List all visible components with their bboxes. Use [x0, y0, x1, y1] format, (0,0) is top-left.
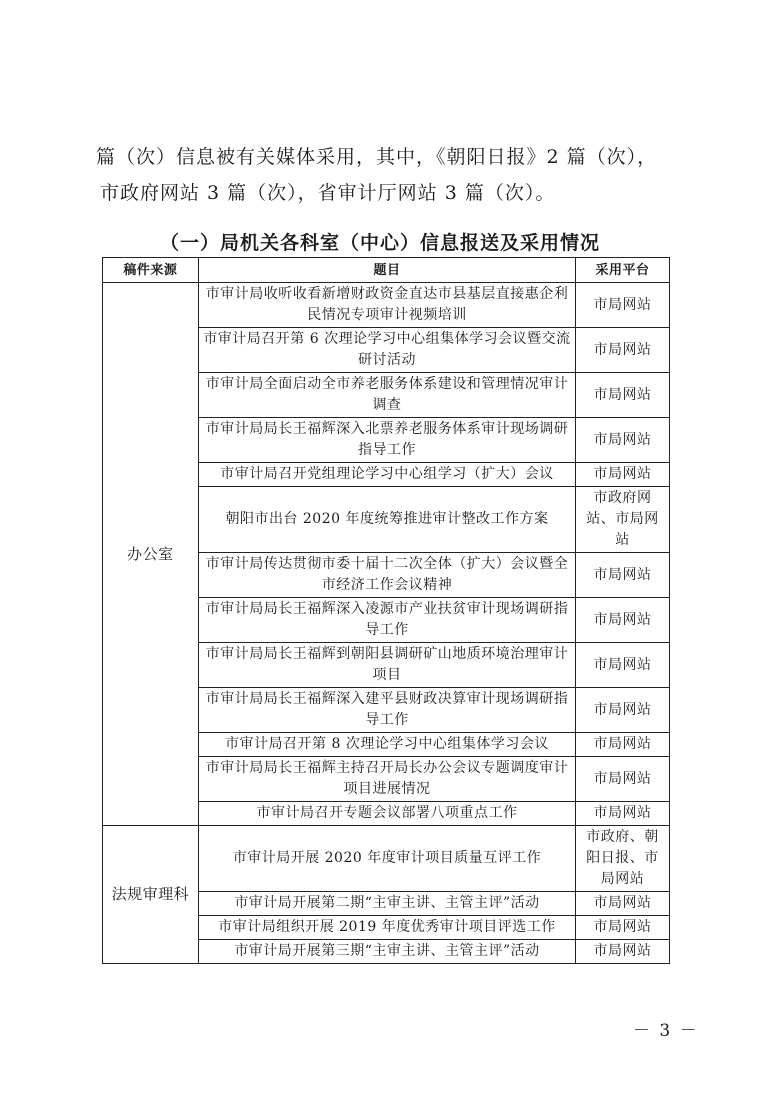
title-cell: 市审计局开展 2020 年度审计项目质量互评工作 — [198, 826, 575, 892]
paragraph-line-1: 篇（次）信息被有关媒体采用，其中，《朝阳日报》2 篇（次）， — [96, 146, 658, 168]
title-cell: 市审计局召开党组理论学习中心组学习（扩大）会议 — [198, 463, 575, 487]
title-cell: 市审计局开展第三期“主审主讲、主管主评”活动 — [198, 940, 575, 964]
title-cell: 市审计局开展第二期“主审主讲、主管主评”活动 — [198, 892, 575, 916]
page-number: － 3 － — [633, 1021, 699, 1041]
platform-cell: 市局网站 — [576, 418, 670, 463]
title-cell: 市审计局全面启动全市养老服务体系建设和管理情况审计调查 — [198, 373, 575, 418]
title-cell: 市审计局召开第 6 次理论学习中心组集体学习会议暨交流研讨活动 — [198, 328, 575, 373]
platform-cell: 市政府、朝阳日报、市局网站 — [576, 826, 670, 892]
title-cell: 朝阳市出台 2020 年度统筹推进审计整改工作方案 — [198, 487, 575, 553]
title-cell: 市审计局局长王福辉主持召开局长办公会议专题调度审计项目进展情况 — [198, 757, 575, 802]
info-table — [102, 257, 670, 964]
platform-cell: 市局网站 — [576, 373, 670, 418]
table-row — [103, 283, 670, 328]
platform-cell: 市局网站 — [576, 892, 670, 916]
title-cell: 市审计局组织开展 2019 年度优秀审计项目评选工作 — [198, 916, 575, 940]
header-title: 题目 — [198, 258, 575, 283]
title-cell: 市审计局局长王福辉深入北票养老服务体系审计现场调研指导工作 — [198, 418, 575, 463]
title-cell: 市审计局局长王福辉到朝阳县调研矿山地质环境治理审计项目 — [198, 643, 575, 688]
platform-cell: 市局网站 — [576, 733, 670, 757]
platform-cell: 市局网站 — [576, 916, 670, 940]
title-cell: 市审计局局长王福辉深入建平县财政决算审计现场调研指导工作 — [198, 688, 575, 733]
platform-cell: 市局网站 — [576, 553, 670, 598]
platform-cell: 市局网站 — [576, 463, 670, 487]
platform-cell: 市局网站 — [576, 283, 670, 328]
title-cell: 市审计局传达贯彻市委十届十二次全体（扩大）会议暨全市经济工作会议精神 — [198, 553, 575, 598]
platform-cell: 市局网站 — [576, 643, 670, 688]
title-cell: 市审计局召开第 8 次理论学习中心组集体学习会议 — [198, 733, 575, 757]
title-cell: 市审计局局长王福辉深入凌源市产业扶贫审计现场调研指导工作 — [198, 598, 575, 643]
source-cell-office: 办公室 — [103, 283, 199, 826]
platform-cell: 市政府网站、市局网站 — [576, 487, 670, 553]
title-cell: 市审计局召开专题会议部署八项重点工作 — [198, 802, 575, 826]
platform-cell: 市局网站 — [576, 688, 670, 733]
table-header-row — [103, 258, 670, 283]
platform-cell: 市局网站 — [576, 802, 670, 826]
platform-cell: 市局网站 — [576, 598, 670, 643]
header-platform: 采用平台 — [576, 258, 670, 283]
table-row — [103, 826, 670, 892]
platform-cell: 市局网站 — [576, 328, 670, 373]
platform-cell: 市局网站 — [576, 940, 670, 964]
platform-cell: 市局网站 — [576, 757, 670, 802]
source-cell-legal-review: 法规审理科 — [103, 826, 199, 964]
title-cell: 市审计局收听收看新增财政资金直达市县基层直接惠企利民情况专项审计视频培训 — [198, 283, 575, 328]
section-heading: （一）局机关各科室（中心）信息报送及采用情况 — [160, 232, 601, 254]
header-source: 稿件来源 — [103, 258, 199, 283]
paragraph-line-2: 市政府网站 3 篇（次），省审计厅网站 3 篇（次）。 — [100, 182, 556, 204]
